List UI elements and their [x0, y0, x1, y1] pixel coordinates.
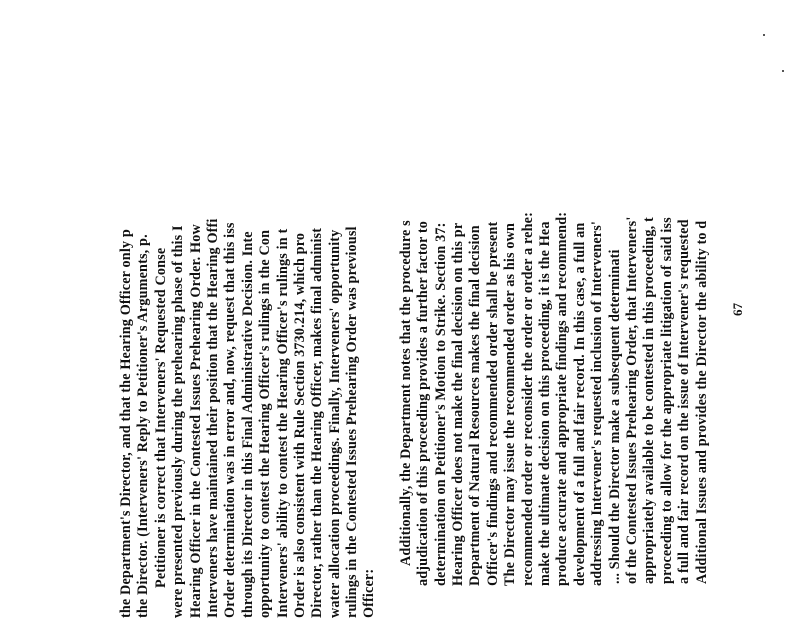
scan-speck — [782, 70, 784, 72]
quote-line: addressing Intervener's requested inclusion of Interveners' — [589, 221, 606, 586]
text-line: the Director. (Interveners' Reply to Petitioner's Arguments, p. — [135, 234, 152, 618]
quote-line: appropriately available to be contested in this proceeding, t — [641, 217, 658, 584]
text-line: water allocation proceedings. Finally, Interveners' opportunity — [326, 229, 343, 618]
text-line: rulings in the Contested Issues Prehearing Order was previousl — [344, 226, 361, 618]
quote-line: Department of Natural Resources makes the final decision — [467, 225, 484, 586]
quote-line: Hearing Officer does not make the final decision on this pr — [450, 222, 467, 586]
quote-line: produce accurate and appropriate findings and recommend: — [554, 211, 571, 586]
rotated-text-block — [118, 0, 800, 618]
text-line: Director, rather than the Hearing Officer, makes final administ — [309, 227, 326, 618]
quote-line: make the ultimate decision on this proceeding, it is the Hea — [536, 221, 553, 586]
text-line: Officer: — [361, 568, 378, 618]
text-line: Order determination was in error and, now, request that this iss — [222, 222, 239, 618]
text-line: Hearing Officer in the Contested Issues Prehearing Order. How — [187, 224, 204, 618]
quote-line: adjudication of this proceeding provides a further factor to — [415, 221, 432, 586]
text-line: Order is also consistent with Rule Section 3730.214, which pro — [291, 232, 308, 618]
text-line: Interveners' ability to contest the Hearing Officer's rulings in t — [274, 228, 291, 618]
quote-line: recommended order or reconsider the order or order a rehe: — [519, 212, 536, 586]
quote-line: a full and fair record on the issue of Intervener's requested — [676, 219, 693, 584]
text-line: the Department's Director, and that the Hearing Officer only p — [118, 229, 134, 618]
text-line: through its Director in this Final Administrative Decision. Inte — [239, 231, 256, 618]
quote-line: Officer's findings and recommended order shall be present — [484, 221, 501, 586]
quote-line: proceeding to allow for the appropriate litigation of said iss — [658, 217, 675, 584]
quote-line: development of a full and fair record. In this case, a full an — [571, 222, 588, 586]
quote-line: The Director may issue the recommended order as his own — [502, 222, 519, 586]
quote-line: of the Contested Issues Prehearing Order, that Interveners' — [623, 216, 640, 584]
text-line: were presented previously during the prehearing phase of this I — [170, 225, 187, 618]
paragraph-gap — [379, 0, 398, 618]
scan-speck — [763, 34, 765, 36]
page-number: 67 — [730, 302, 745, 316]
quote-line: ... Should the Director make a subsequent determinati — [606, 249, 623, 584]
text-line: Interveners have maintained their position that the Hearing Offi — [204, 218, 221, 618]
quote-line: determination on Petitioner's Motion to Strike. Section 37: — [432, 222, 449, 586]
paragraph-2 — [153, 0, 379, 618]
paragraph-1 — [118, 0, 153, 618]
quote-line: Additional Issues and provides the Director the ability to d — [693, 220, 710, 584]
quote-line: Additionally, the Department notes that the procedure s — [397, 220, 414, 566]
text-line: opportunity to contest the Hearing Officer's rulings in the Con — [257, 229, 274, 618]
block-quote — [398, 0, 711, 618]
text-line: Petitioner is correct that Interveners' Requested Conse — [152, 247, 169, 588]
